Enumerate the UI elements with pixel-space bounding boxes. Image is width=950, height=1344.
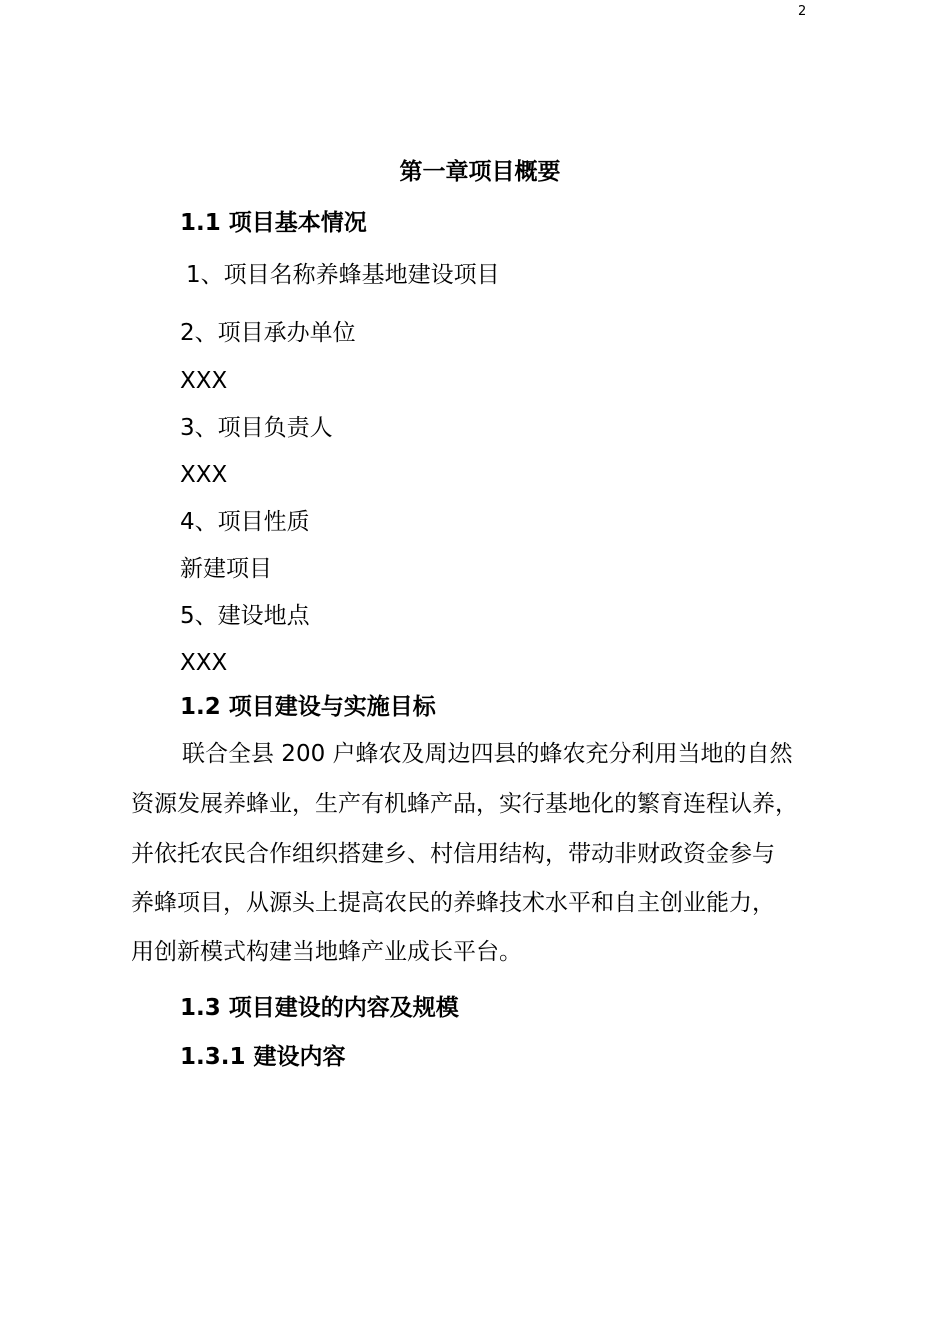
manager-label: 3、项目负责人 <box>180 415 333 441</box>
paragraph-line: 联合全县 200 户蜂农及周边四县的蜂农充分利用当地的自然 <box>182 741 793 767</box>
project-name-item: 1、项目名称养蜂基地建设项目 <box>186 262 500 288</box>
section-heading-1-2: 1.2 项目建设与实施目标 <box>180 694 436 720</box>
section-heading-1-3: 1.3 项目建设的内容及规模 <box>180 995 459 1021</box>
paragraph-line: 并依托农民合作组织搭建乡、村信用结构，带动非财政资金参与 <box>131 841 775 867</box>
page-number: 2 <box>798 4 807 19</box>
location-label: 5、建设地点 <box>180 603 310 629</box>
paragraph-line: 用创新模式构建当地蜂产业成长平台。 <box>131 939 522 965</box>
nature-value: 新建项目 <box>180 556 272 582</box>
subsection-heading-1-3-1: 1.3.1 建设内容 <box>180 1044 346 1070</box>
nature-label: 4、项目性质 <box>180 509 310 535</box>
section-heading-1-1: 1.1 项目基本情况 <box>180 210 367 236</box>
sponsor-value: XXX <box>180 368 228 394</box>
paragraph-line: 养蜂项目，从源头上提高农民的养蜂技术水平和自主创业能力， <box>131 890 775 916</box>
chapter-title: 第一章项目概要 <box>399 159 561 185</box>
sponsor-label: 2、项目承办单位 <box>180 320 356 346</box>
location-value: XXX <box>180 650 228 676</box>
manager-value: XXX <box>180 462 228 488</box>
paragraph-line: 资源发展养蜂业，生产有机蜂产品，实行基地化的繁育连程认养， <box>131 791 798 817</box>
